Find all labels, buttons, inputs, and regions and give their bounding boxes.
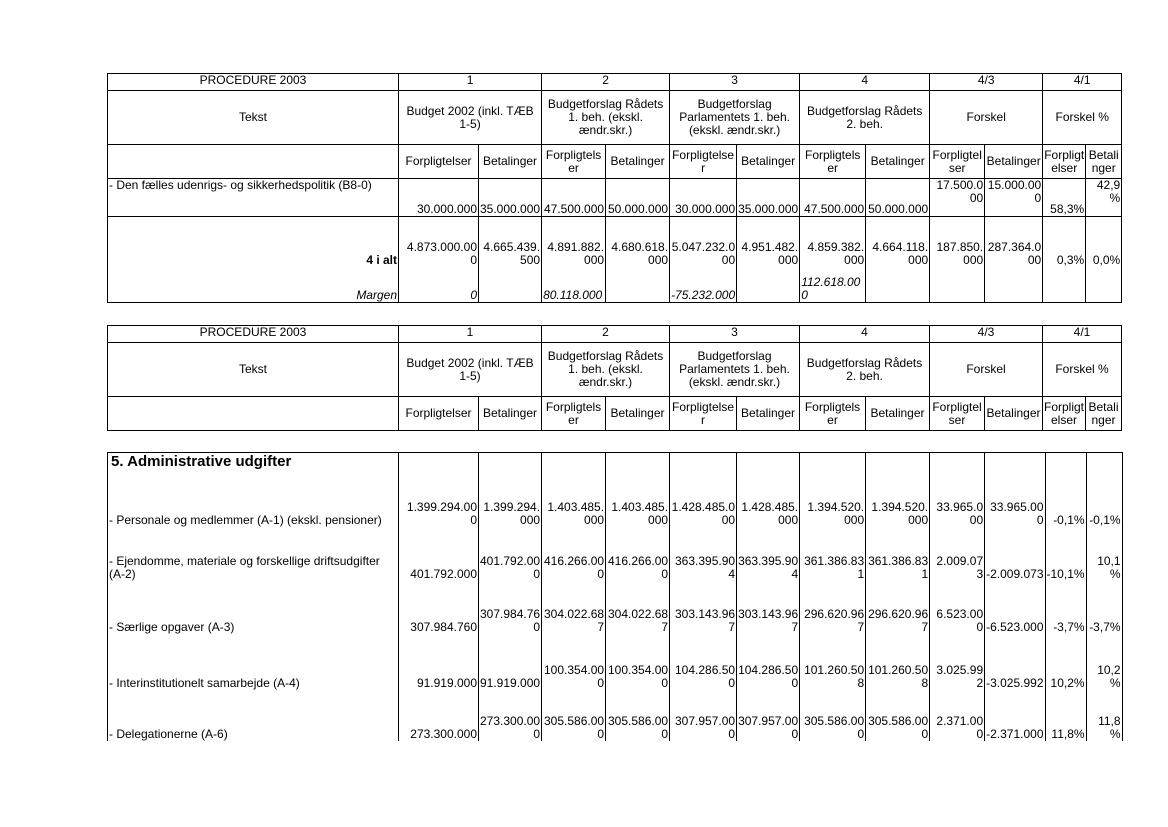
value-cell: 1.428.485. 000: [737, 475, 800, 527]
subheader: Forpligtelser: [399, 145, 479, 179]
blank-cell: [108, 397, 399, 431]
column-number: 4: [800, 74, 930, 91]
empty-cell: [542, 453, 606, 475]
subheader: Forpligt elser: [1043, 145, 1086, 179]
margin-cell: [985, 267, 1043, 303]
value-cell: 361.386.83 1: [866, 527, 930, 581]
subheader: Betalinger: [606, 145, 670, 179]
column-number: 2: [542, 74, 670, 91]
column-number: 4/1: [1043, 326, 1122, 343]
margin-cell: [737, 267, 800, 303]
procedure-title: PROCEDURE 2003: [108, 74, 399, 91]
admin-expenses-table: [107, 452, 1123, 741]
group-header: Budget 2002 (inkl. TÆB 1-5): [399, 343, 542, 397]
value-cell: 50.000.000: [606, 179, 670, 217]
empty-cell: [866, 453, 930, 475]
total-cell: 4.859.382. 000: [800, 217, 866, 267]
subheader: Betalinger: [479, 145, 542, 179]
group-header: Budget 2002 (inkl. TÆB 1-5): [399, 91, 542, 145]
column-number: 1: [399, 74, 542, 91]
group-header: Budgetforslag Rådets 2. beh.: [800, 343, 930, 397]
group-header: Budgetforslag Rådets 2. beh.: [800, 91, 930, 145]
margin-cell: [1086, 267, 1122, 303]
margin-cell: 80.118.000: [542, 267, 606, 303]
blank-cell: [108, 145, 399, 179]
group-header: Forskel: [930, 91, 1043, 145]
subheader: Betalinger: [866, 397, 930, 431]
subheader: Betali nger: [1086, 145, 1122, 179]
group-header: Forskel %: [1043, 91, 1122, 145]
value-cell: 363.395.90 4: [670, 527, 737, 581]
group-header: Budgetforslag Parlamentets 1. beh. (ekskl. ændr.skr.): [670, 343, 800, 397]
column-number: 4/3: [930, 326, 1043, 343]
subheader: Betalinger: [985, 397, 1043, 431]
empty-cell: [930, 453, 985, 475]
value-cell: 304.022.68 7: [542, 581, 606, 634]
subheader: Forpligtelser: [399, 397, 479, 431]
value-cell: 17.500.0 00: [930, 179, 985, 217]
value-cell: 11,8 %: [1086, 690, 1122, 741]
empty-cell: [670, 453, 737, 475]
subheader: Forpligtel ser: [930, 397, 985, 431]
value-cell: 305.586.00 0: [800, 690, 866, 741]
subheader: Betalinger: [606, 397, 670, 431]
procedure-title: PROCEDURE 2003: [108, 326, 399, 343]
row-label: - Interinstitutionelt samarbejde (A-4): [108, 634, 399, 690]
subheader: Forpligtels er: [800, 397, 866, 431]
column-number: 4/3: [930, 74, 1043, 91]
column-number: 2: [542, 326, 670, 343]
group-header: Budgetforslag Rådets 1. beh. (ekskl. ændr.skr.): [542, 343, 670, 397]
value-cell: 3.025.99 2: [930, 634, 985, 690]
value-cell: 1.403.485. 000: [542, 475, 606, 527]
column-number: 3: [670, 74, 800, 91]
value-cell: 47.500.000: [800, 179, 866, 217]
value-cell: 273.300.000: [399, 690, 479, 741]
margin-cell: 0: [399, 267, 479, 303]
empty-cell: [1045, 453, 1086, 475]
value-cell: -2.009.073: [985, 527, 1045, 581]
row-label: - Ejendomme, materiale og forskellige driftsudgifter (A-2): [108, 527, 399, 581]
value-cell: 91.919.000: [399, 634, 479, 690]
margin-label: Margen: [108, 267, 399, 303]
value-cell: 35.000.000: [479, 179, 542, 217]
group-header: Forskel %: [1043, 343, 1122, 397]
value-cell: 91.919.000: [479, 634, 542, 690]
value-cell: 33.965.0 00: [930, 475, 985, 527]
margin-cell: [930, 267, 985, 303]
subheader: Forpligtelse r: [670, 145, 737, 179]
group-header: Budgetforslag Rådets 1. beh. (ekskl. ændr.skr.): [542, 91, 670, 145]
value-cell: 307.984.76 0: [479, 581, 542, 634]
budget-table-2: [107, 325, 1122, 431]
value-cell: -2.371.000: [985, 690, 1045, 741]
margin-cell: [866, 267, 930, 303]
value-cell: 307.957.00 0: [737, 690, 800, 741]
value-cell: 1.394.520. 000: [800, 475, 866, 527]
empty-cell: [800, 453, 866, 475]
subheader: Forpligtels er: [800, 145, 866, 179]
value-cell: 296.620.96 7: [800, 581, 866, 634]
value-cell: 6.523.00 0: [930, 581, 985, 634]
value-cell: 2.009.07 3: [930, 527, 985, 581]
total-cell: 287.364.0 00: [985, 217, 1043, 267]
subheader: Forpligtels er: [542, 145, 606, 179]
row-label: - Delegationerne (A-6): [108, 690, 399, 741]
value-cell: 11,8%: [1045, 690, 1086, 741]
value-cell: 304.022.68 7: [606, 581, 670, 634]
value-cell: 303.143.96 7: [737, 581, 800, 634]
value-cell: 101.260.50 8: [800, 634, 866, 690]
value-cell: 305.586.00 0: [606, 690, 670, 741]
value-cell: 15.000.00 0: [985, 179, 1043, 217]
value-cell: -10,1%: [1045, 527, 1086, 581]
group-header: Budgetforslag Parlamentets 1. beh. (ekskl. ændr.skr.): [670, 91, 800, 145]
empty-cell: [737, 453, 800, 475]
value-cell: 1.403.485. 000: [606, 475, 670, 527]
total-cell: 187.850. 000: [930, 217, 985, 267]
value-cell: 42,9 %: [1086, 179, 1122, 217]
value-cell: -3,7%: [1045, 581, 1086, 634]
total-label: 4 i alt: [108, 217, 399, 267]
value-cell: 10,1 %: [1086, 527, 1122, 581]
value-cell: 104.286.50 0: [737, 634, 800, 690]
value-cell: 33.965.00 0: [985, 475, 1045, 527]
value-cell: 296.620.96 7: [866, 581, 930, 634]
margin-cell: 112.618.00 0: [800, 267, 866, 303]
row-label: - Særlige opgaver (A-3): [108, 581, 399, 634]
group-header: Forskel: [930, 343, 1043, 397]
subheader: Betalinger: [737, 145, 800, 179]
margin-cell: [479, 267, 542, 303]
value-cell: 305.586.00 0: [866, 690, 930, 741]
total-cell: 4.665.439. 500: [479, 217, 542, 267]
empty-cell: [479, 453, 542, 475]
value-cell: 50.000.000: [866, 179, 930, 217]
value-cell: -0,1%: [1045, 475, 1086, 527]
subheader: Forpligtel ser: [930, 145, 985, 179]
total-cell: 4.951.482. 000: [737, 217, 800, 267]
value-cell: -0,1%: [1086, 475, 1122, 527]
subheader: Betalinger: [737, 397, 800, 431]
value-cell: 416.266.00 0: [606, 527, 670, 581]
value-cell: 1.394.520. 000: [866, 475, 930, 527]
value-cell: 307.957.00 0: [670, 690, 737, 741]
subheader: Forpligtels er: [542, 397, 606, 431]
empty-cell: [985, 453, 1045, 475]
value-cell: 30.000.000: [399, 179, 479, 217]
value-cell: 401.792.000: [399, 527, 479, 581]
value-cell: 10,2%: [1045, 634, 1086, 690]
value-cell: 363.395.90 4: [737, 527, 800, 581]
value-cell: 1.399.294.00 0: [399, 475, 479, 527]
value-cell: 305.586.00 0: [542, 690, 606, 741]
subheader: Betali nger: [1086, 397, 1122, 431]
total-cell: 5.047.232.0 00: [670, 217, 737, 267]
total-cell: 4.873.000.00 0: [399, 217, 479, 267]
empty-cell: [606, 453, 670, 475]
value-cell: 47.500.000: [542, 179, 606, 217]
column-number: 1: [399, 326, 542, 343]
margin-cell: [1043, 267, 1086, 303]
subheader: Betalinger: [985, 145, 1043, 179]
tekst-header: Tekst: [108, 343, 399, 397]
total-cell: 0,0%: [1086, 217, 1122, 267]
budget-table-1: [107, 73, 1122, 303]
subheader: Forpligtelse r: [670, 397, 737, 431]
value-cell: 273.300.00 0: [479, 690, 542, 741]
value-cell: 10,2 %: [1086, 634, 1122, 690]
column-number: 4: [800, 326, 930, 343]
value-cell: 307.984.760: [399, 581, 479, 634]
value-cell: 416.266.00 0: [542, 527, 606, 581]
row-label: - Personale og medlemmer (A-1) (ekskl. pensioner): [108, 475, 399, 527]
value-cell: 35.000.000: [737, 179, 800, 217]
value-cell: 100.354.00 0: [542, 634, 606, 690]
value-cell: 1.428.485.0 00: [670, 475, 737, 527]
tekst-header: Tekst: [108, 91, 399, 145]
total-cell: 4.664.118. 000: [866, 217, 930, 267]
subheader: Betalinger: [866, 145, 930, 179]
value-cell: 401.792.00 0: [479, 527, 542, 581]
value-cell: 104.286.50 0: [670, 634, 737, 690]
value-cell: 2.371.00 0: [930, 690, 985, 741]
value-cell: -3,7%: [1086, 581, 1122, 634]
section-title: 5. Administrative udgifter: [108, 453, 399, 475]
column-number: 4/1: [1043, 74, 1122, 91]
empty-cell: [399, 453, 479, 475]
column-number: 3: [670, 326, 800, 343]
value-cell: 58,3%: [1043, 179, 1086, 217]
value-cell: 1.399.294. 000: [479, 475, 542, 527]
subheader: Betalinger: [479, 397, 542, 431]
row-label: - Den fælles udenrigs- og sikkerhedspolitik (B8-0): [108, 179, 399, 217]
total-cell: 0,3%: [1043, 217, 1086, 267]
total-cell: 4.891.882. 000: [542, 217, 606, 267]
value-cell: 100.354.00 0: [606, 634, 670, 690]
margin-cell: [606, 267, 670, 303]
value-cell: -3.025.992: [985, 634, 1045, 690]
value-cell: 30.000.000: [670, 179, 737, 217]
total-cell: 4.680.618. 000: [606, 217, 670, 267]
subheader: Forpligt elser: [1043, 397, 1086, 431]
value-cell: 303.143.96 7: [670, 581, 737, 634]
margin-cell: -75.232.000: [670, 267, 737, 303]
value-cell: -6.523.000: [985, 581, 1045, 634]
value-cell: 101.260.50 8: [866, 634, 930, 690]
empty-cell: [1086, 453, 1122, 475]
value-cell: 361.386.83 1: [800, 527, 866, 581]
